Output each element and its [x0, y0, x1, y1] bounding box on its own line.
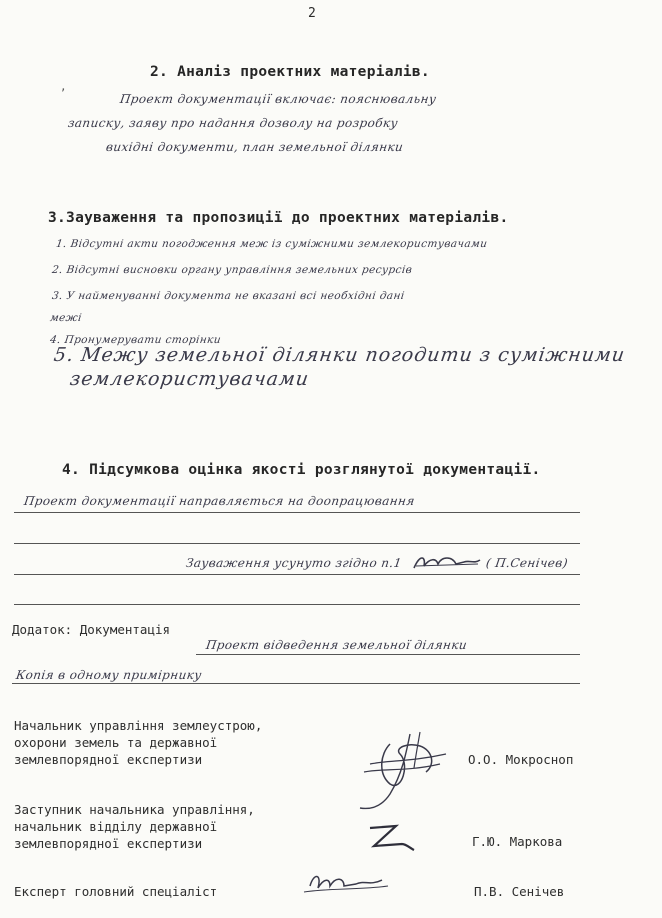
rule-line-1 [14, 512, 580, 513]
section-3-item-4: 4. Пронумерувати сторінки [49, 334, 222, 346]
rule-line-2 [14, 543, 580, 544]
appendix-label: Додаток: Документація [12, 622, 171, 637]
signatory-2-name: Г.Ю. Маркова [472, 834, 563, 849]
mark-glyph: ‚ [60, 80, 67, 93]
signatory-2-title-line-1: Заступник начальника управління, [14, 802, 255, 817]
section-3-item-1: 1. Відсутні акти погодження меж із суміжними землекористувачами [55, 238, 489, 250]
section-3-item-5-line-1: 5. Межу земельної ділянки погодити з суміжними [52, 344, 627, 366]
section-2-heading: 2. Аналіз проектних матеріалів. [150, 64, 430, 80]
appendix-rule-2 [12, 683, 580, 684]
remarks-note: Зауваження усунуто згідно п.1 [185, 556, 403, 570]
appendix-line-2: Копія в одному примірнику [15, 668, 203, 682]
section-3-item-2: 2. Відсутні висновки органу управління земельних ресурсів [51, 264, 413, 276]
signatory-2-title-line-2: начальник відділу державної [14, 819, 218, 834]
signatory-2-signature [366, 822, 416, 854]
signatory-3-title-line-1: Експерт головний спеціаліст [14, 884, 218, 899]
page-number: 2 [308, 6, 316, 21]
signatory-3-name: П.В. Сенічев [474, 884, 565, 899]
signatory-1-title-line-3: землевпорядної експертизи [14, 752, 203, 767]
section-2-handwritten-line-1: Проект документації включає: пояснювальну [119, 92, 438, 106]
section-3-heading: 3.Зауваження та пропозиції до проектних матеріалів. [48, 210, 509, 226]
signatory-1-title-line-2: охорони земель та державної [14, 735, 218, 750]
rule-line-4 [14, 604, 580, 605]
signatory-1-signature [350, 724, 450, 814]
rule-line-3 [14, 574, 580, 575]
section-3-item-5-line-2: землекористувачами [68, 368, 311, 390]
section-4-heading: 4. Підсумкова оцінка якості розглянутої документації. [62, 462, 541, 478]
section-3-item-3-cont: межі [49, 312, 83, 324]
remarks-name: ( П.Сенічев) [485, 556, 569, 570]
appendix-line-1: Проект відведення земельної ділянки [205, 638, 469, 652]
section-3-item-3: 3. У найменуванні документа не вказані всі необхідні дані [51, 290, 406, 302]
assessment-text: Проект документації направляється на доопрацювання [23, 494, 416, 508]
signatory-3-signature [300, 868, 390, 904]
section-2-handwritten-line-3: вихідні документи, план земельної ділянки [105, 140, 405, 154]
signatory-1-title-line-1: Начальник управління землеустрою, [14, 718, 263, 733]
signatory-1-name: О.О. Мокросноп [468, 752, 574, 767]
appendix-rule-1 [196, 654, 580, 655]
signatory-2-title-line-3: землевпорядної експертизи [14, 836, 203, 851]
section-2-handwritten-line-2: записку, заяву про надання дозволу на розробку [67, 116, 399, 130]
